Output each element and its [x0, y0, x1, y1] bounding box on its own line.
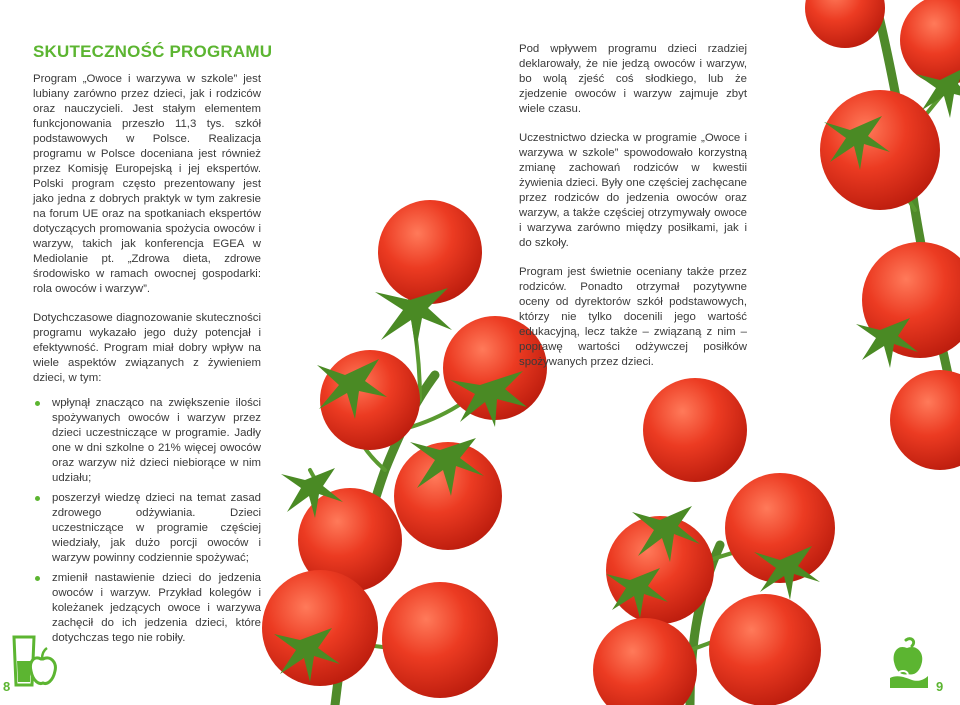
paragraph: Dotychczasowe diagnozowanie skuteczności programu wykazało jego duży potencjał i efektywność. Program miał dobry wpływ na wiele aspektów związanych z żywieniem dzieci, w tym:	[33, 312, 261, 384]
bullet-dot-icon	[35, 576, 40, 581]
list-item-text: zmienił nastawienie dzieci do jedzenia owoców i warzyw. Przykład kolegów i koleżanek jedzących owoce i warzywa zachęcił do ich jedzenia dzieci, które dotychczas tego nie robiły.	[52, 572, 261, 644]
hand-apple-icon	[886, 634, 930, 690]
apple-glass-icon	[11, 633, 57, 691]
paragraph: Uczestnictwo dziecka w programie „Owoce i warzywa w szkole” spowodowało korzystną zmianę zachowań rodziców w kwestii żywienia dzieci. Były one częściej zachęcane przez rodziców do jedzenia owoców oraz warzyw, a także częściej otrzymywały owoce i warzywa zarówno między posiłkami, jak i do szkoły.	[519, 132, 747, 249]
list-item	[33, 491, 261, 566]
bullet-dot-icon	[35, 401, 40, 406]
page-number-right: 9	[936, 679, 944, 694]
section-heading: SKUTECZNOŚĆ PROGRAMU	[33, 42, 273, 61]
page-number-left: 8	[3, 679, 11, 694]
paragraph: Pod wpływem programu dzieci rzadziej deklarowały, że nie jedzą owoców i warzyw, bo wolą zjeść coś słodkiego, lub że zjedzenie owoców i warzyw zajmuje zbyt wiele czasu.	[519, 43, 747, 115]
list-item	[33, 396, 261, 486]
left-text-column	[33, 72, 261, 400]
paragraph: Program „Owoce i warzywa w szkole” jest lubiany zarówno przez dzieci, jak i rodziców oraz nauczycieli. Jest stałym elementem funkcjonowania przeszło 11,3 tys. szkół podstawowych w Polsce. Realizacja programu w Polsce doceniana jest również przez Komisję Europejską i jej ekspertów. Polski program często prezentowany jest jako jedna z dobrych praktyk w tym zakresie na forum UE oraz na spotkaniach ekspertów dotyczących promowania spożycia owoców i warzyw, takich jak konferencja EGEA w Mediolanie pt. „Zdrowa dieta, zdrowe środowisko w ramach owocnej gospodarki: rola owoców i warzyw”.	[33, 73, 261, 295]
effects-bullet-list	[33, 396, 261, 651]
bullet-dot-icon	[35, 496, 40, 501]
list-item-text: poszerzył wiedzę dzieci na temat zasad zdrowego odżywiania. Dzieci uczestniczące w programie częściej wiedziały, jak dużo porcji owoców i warzyw powinny codziennie spożywać;	[52, 492, 261, 564]
list-item	[33, 571, 261, 646]
right-text-column	[519, 42, 747, 384]
list-item-text: wpłynął znacząco na zwiększenie ilości spożywanych owoców i warzyw przez dzieci uczestniczące w programie. Jadły one w dni szkolne o 21% więcej owoców oraz warzyw niż dzieci niebiorące w nim udziału;	[52, 397, 261, 484]
paragraph: Program jest świetnie oceniany także przez rodziców. Ponadto otrzymał pozytywne oceny od dyrektorów szkół podstawowych, którzy nie tylko docenili jego wartość edukacyjną, lecz także – związaną z nim – poprawę wartości odżywczej posiłków spożywanych przez dzieci.	[519, 266, 747, 368]
